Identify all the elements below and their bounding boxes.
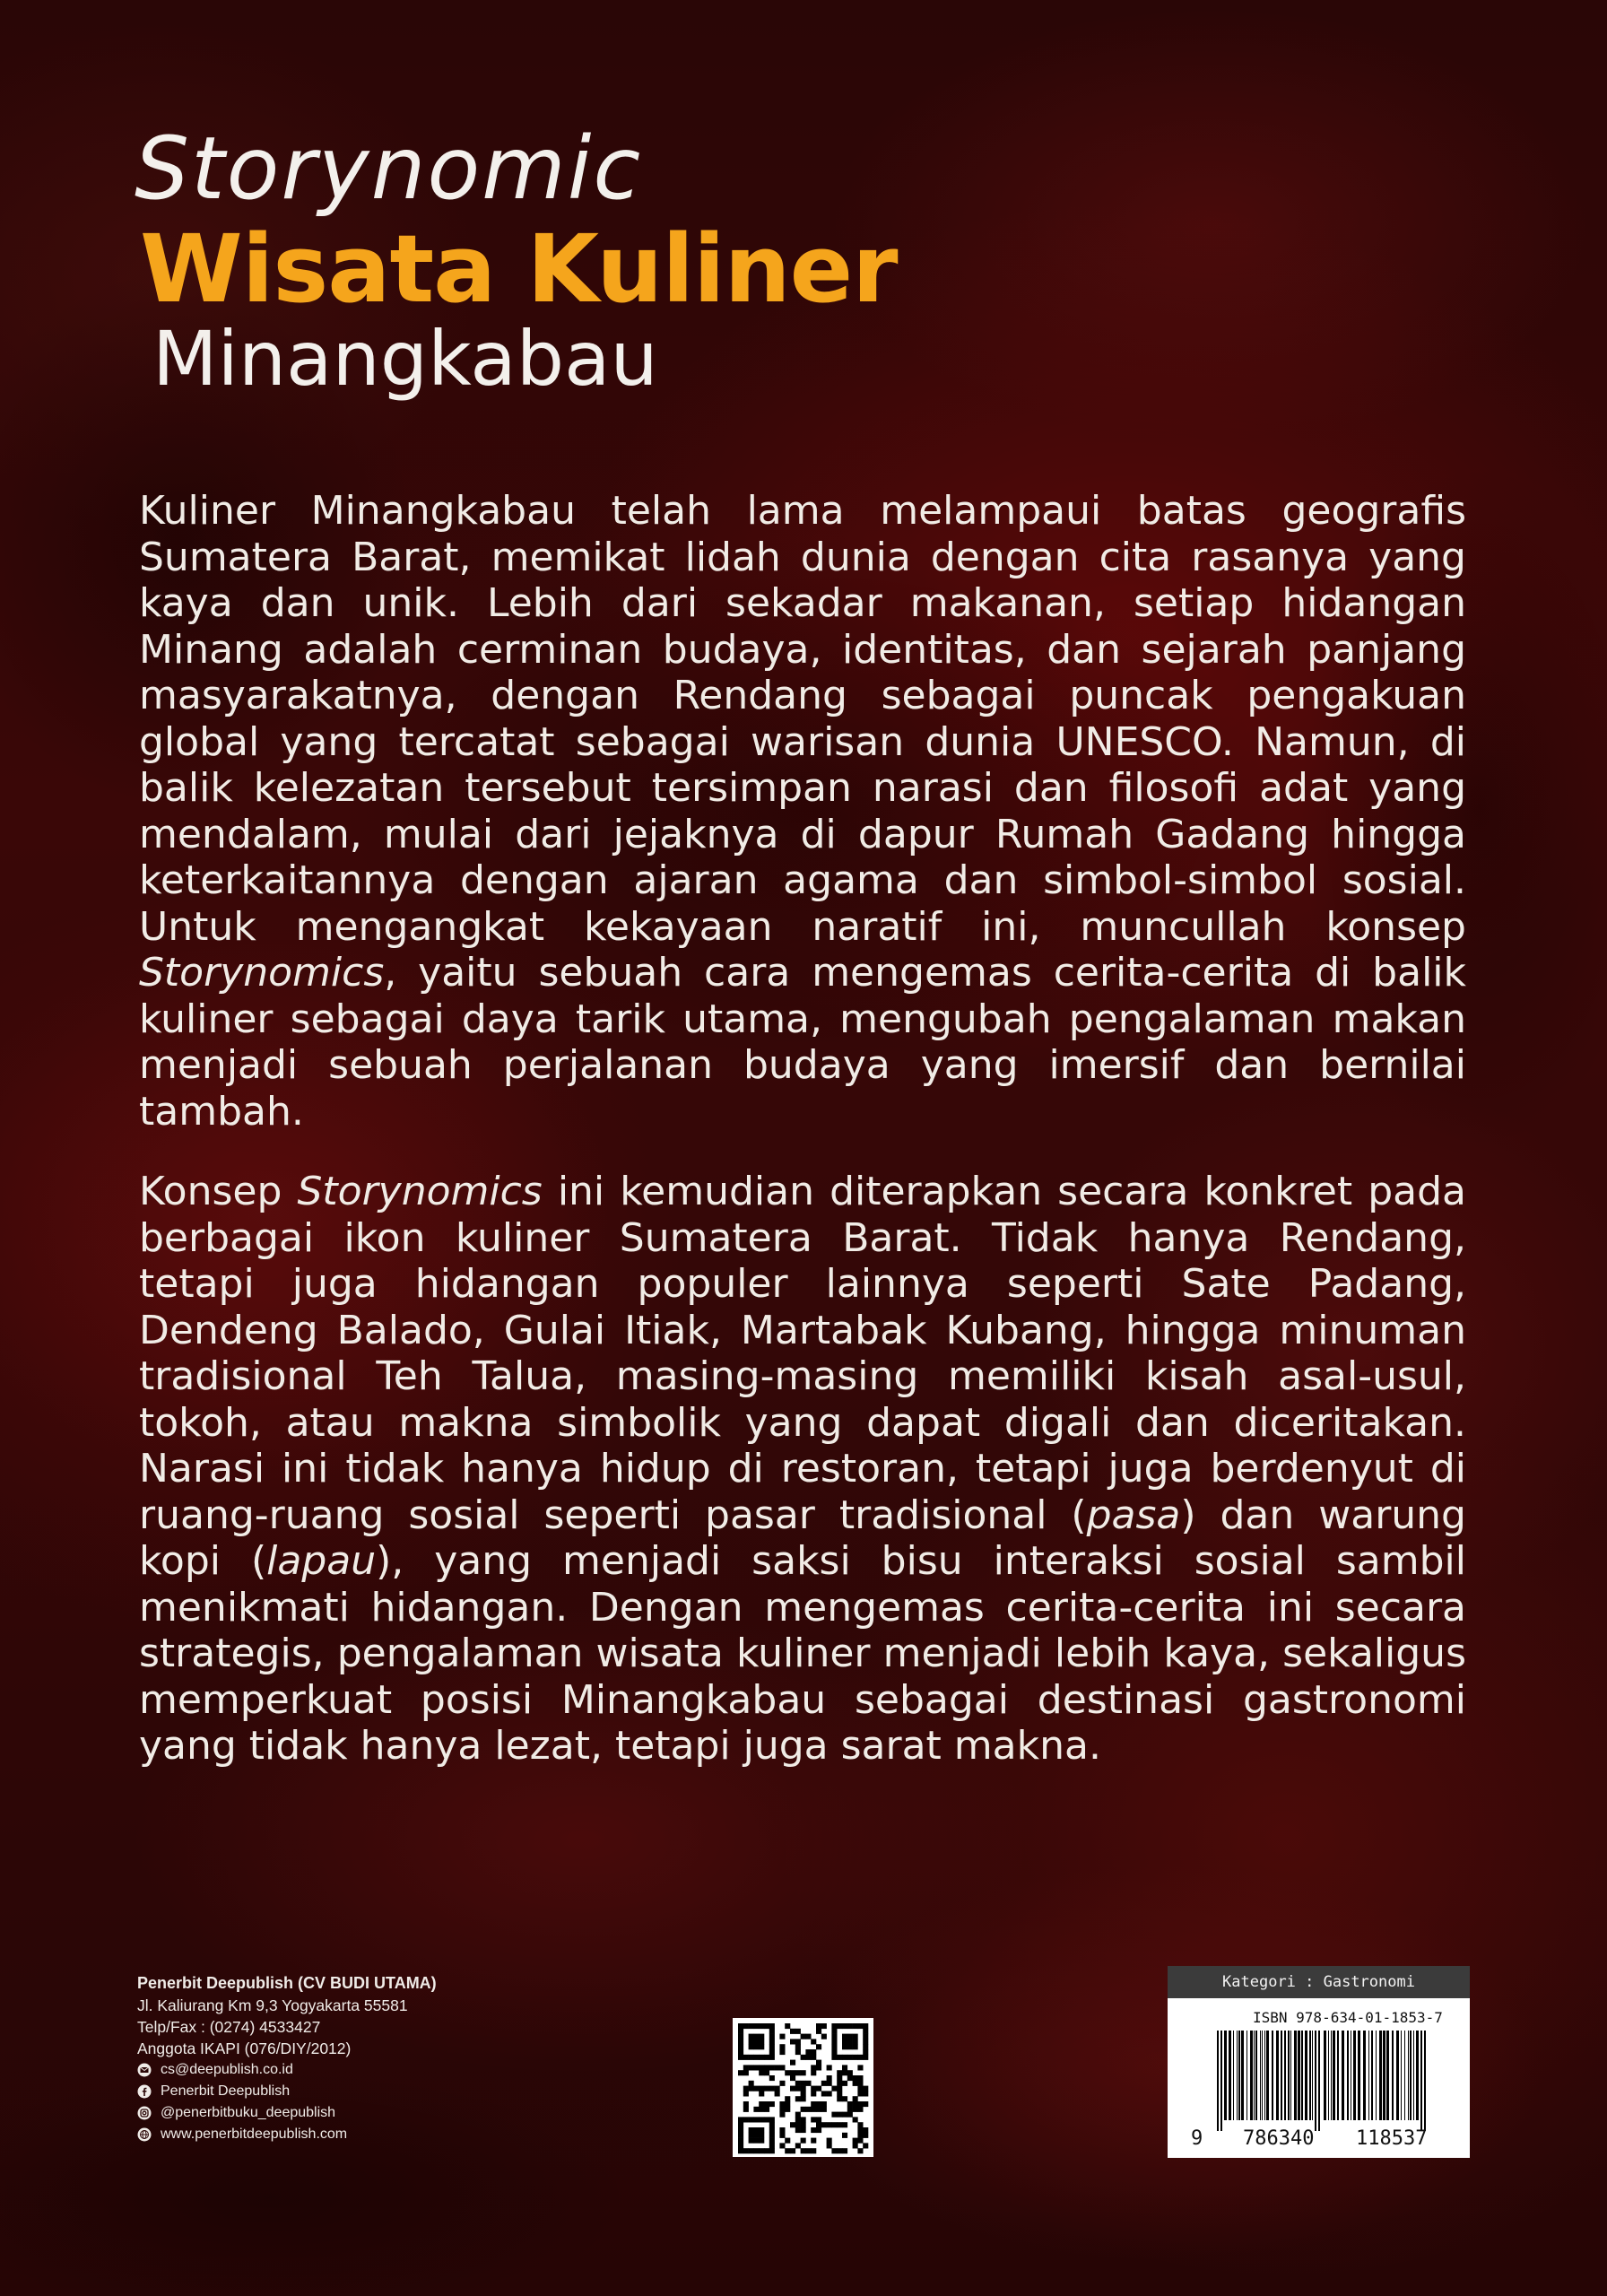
contact-email[interactable] [137,2059,437,2081]
category-label: Kategori : Gastronomi [1168,1966,1470,1998]
contact-instagram-text: @penerbitbuku_deepublish [161,2105,336,2120]
email-icon [137,2063,152,2077]
contact-facebook-text: Penerbit Deepublish [161,2083,291,2099]
text-segment: , yaitu sebuah cara mengemas cerita-cerita di balik kuliner sebagai daya tarik utama, mengubah pengalaman makan menjadi sebuah perjalanan budaya yang imersif dan bernilai tambah. [139,950,1466,1135]
isbn-text: ISBN 978-634-01-1853-7 [1253,2009,1443,2026]
contact-email-text: cs@deepublish.co.id [161,2062,293,2077]
qr-code-image [733,2018,873,2157]
globe-icon [137,2127,152,2142]
publisher-address: Jl. Kaliurang Km 9,3 Yogyakarta 55581 [137,1996,408,2014]
italic-term: Storynomics [297,1169,543,1214]
contact-facebook[interactable] [137,2081,437,2102]
title-storynomic: Storynomic [135,118,643,219]
barcode-box [1168,1998,1470,2158]
italic-term: pasa [1086,1492,1181,1538]
italic-term: Storynomics [139,950,385,996]
synopsis-paragraph-1 [139,488,1466,1135]
contact-website[interactable] [137,2124,437,2145]
text-segment: Konsep [139,1169,298,1214]
title-minangkabau: Minangkabau [152,315,658,403]
title-wisata-kuliner: Wisata Kuliner [140,214,898,324]
barcode-digits-right: 118537 [1356,2127,1428,2150]
barcode-digit-first: 9 [1191,2127,1203,2150]
facebook-icon [137,2084,152,2099]
contact-instagram[interactable] [137,2102,437,2124]
contact-website-text: www.penerbitdeepublish.com [161,2126,348,2142]
publisher-phone: Telp/Fax : (0274) 4533427 [137,2018,321,2036]
synopsis-paragraph-2 [139,1169,1466,1770]
isbn-barcode-block [1168,1966,1470,2158]
text-segment: ), yang menjadi saksi bisu interaksi sosial sambil menikmati hidangan. Dengan mengemas cerita-cerita ini secara strategis, pengalaman wisata kuliner menjadi lebih kaya, sekaligus memperkuat posisi Minangkabau sebagai destinasi gastronomi yang tidak hanya lezat, tetapi juga sarat makna. [139,1538,1467,1769]
qr-code[interactable] [733,2018,873,2157]
barcode-digits-left: 786340 [1243,2127,1315,2150]
text-segment: ) dan warung kopi ( [139,1492,1466,1584]
text-segment: ini kemudian diterapkan secara konkret pada berbagai ikon kuliner Sumatera Barat. Tidak hanya Rendang, tetapi juga hidangan populer lainnya seperti Sate Padang, Dendeng Balado, Gulai Itiak, Martabak Kubang, hingga minuman tradisional Teh Talua, masing-masing memiliki kisah asal-usul, tokoh, atau makna simbolik yang dapat digali dan diceritakan. Narasi ini tidak hanya hidup di restoran, tetapi juga berdenyut di ruang-ruang sosial seperti pasar tradisional ( [139,1169,1466,1538]
publisher-info [137,1971,437,2145]
italic-term: lapau [266,1538,377,1584]
instagram-icon [137,2106,152,2120]
publisher-ikapi: Anggota IKAPI (076/DIY/2012) [137,2039,352,2057]
text-segment: Kuliner Minangkabau telah lama melampaui batas geografis Sumatera Barat, memikat lidah dunia dengan cita rasanya yang kaya dan unik. Lebih dari sekadar makanan, setiap hidangan Minang adalah cerminan budaya, identitas, dan sejarah panjang masyarakatnya, dengan Rendang sebagai puncak pengakuan global yang tercatat sebagai warisan dunia UNESCO. Namun, di balik kelezatan tersebut tersimpan narasi dan filosofi adat yang mendalam, mulai dari jejaknya di dapur Rumah Gadang hingga keterkaitannya dengan ajaran agama dan simbol-simbol sosial. Untuk mengangkat kekayaan naratif ini, muncullah konsep [139,488,1466,950]
publisher-name: Penerbit Deepublish (CV BUDI UTAMA) [137,1974,437,1992]
